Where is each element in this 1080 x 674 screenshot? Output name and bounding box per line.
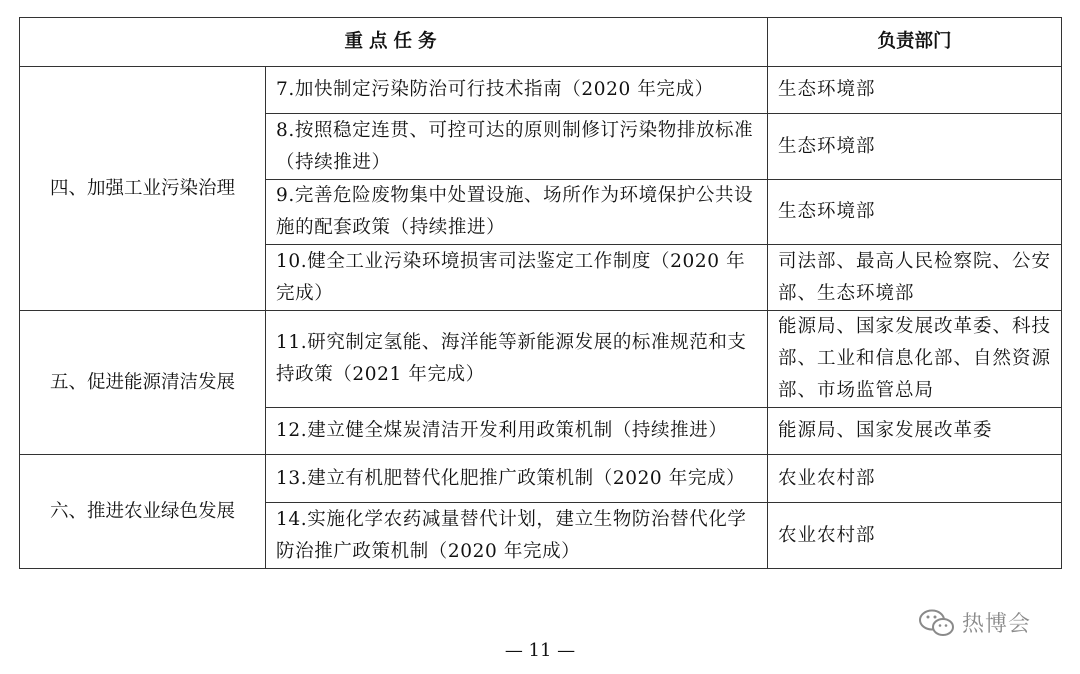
table-row bbox=[20, 67, 1062, 114]
dept-cell: 农业农村部 bbox=[768, 455, 1062, 503]
page-number: — 11 — bbox=[504, 640, 576, 661]
category-green-agriculture: 六、推进农业绿色发展 bbox=[20, 455, 266, 569]
task-cell: 10.健全工业污染环境损害司法鉴定工作制度（2020 年完成） bbox=[266, 245, 768, 311]
category-clean-energy: 五、促进能源清洁发展 bbox=[20, 311, 266, 455]
dept-cell: 农业农村部 bbox=[768, 503, 1062, 569]
category-industrial-pollution: 四、加强工业污染治理 bbox=[20, 67, 266, 311]
dept-cell: 生态环境部 bbox=[768, 180, 1062, 245]
table-row bbox=[20, 455, 1062, 503]
task-cell: 13.建立有机肥替代化肥推广政策机制（2020 年完成） bbox=[266, 455, 768, 503]
table-header-row bbox=[20, 18, 1062, 67]
wechat-watermark bbox=[918, 607, 1031, 638]
task-cell: 8.按照稳定连贯、可控可达的原则制修订污染物排放标准（持续推进） bbox=[266, 114, 768, 180]
task-cell: 12.建立健全煤炭清洁开发利用政策机制（持续推进） bbox=[266, 408, 768, 455]
task-cell: 11.研究制定氢能、海洋能等新能源发展的标准规范和支持政策（2021 年完成） bbox=[266, 311, 768, 408]
policy-task-table bbox=[19, 17, 1062, 569]
header-responsible-dept: 负责部门 bbox=[768, 18, 1062, 67]
header-key-tasks: 重点任务 bbox=[20, 18, 768, 67]
dept-cell: 生态环境部 bbox=[768, 114, 1062, 180]
watermark-text: 热博会 bbox=[962, 612, 1032, 637]
table-row bbox=[20, 311, 1062, 408]
dept-cell: 生态环境部 bbox=[768, 67, 1062, 114]
task-cell: 7.加快制定污染防治可行技术指南（2020 年完成） bbox=[266, 67, 768, 114]
dept-cell: 能源局、国家发展改革委、科技部、工业和信息化部、自然资源部、市场监管总局 bbox=[768, 311, 1062, 408]
dept-cell: 能源局、国家发展改革委 bbox=[768, 408, 1062, 455]
task-cell: 14.实施化学农药减量替代计划，建立生物防治替代化学防治推广政策机制（2020 年完成） bbox=[266, 503, 768, 569]
dept-cell: 司法部、最高人民检察院、公安部、生态环境部 bbox=[768, 245, 1062, 311]
wechat-icon bbox=[918, 608, 956, 638]
task-cell: 9.完善危险废物集中处置设施、场所作为环境保护公共设施的配套政策（持续推进） bbox=[266, 180, 768, 245]
